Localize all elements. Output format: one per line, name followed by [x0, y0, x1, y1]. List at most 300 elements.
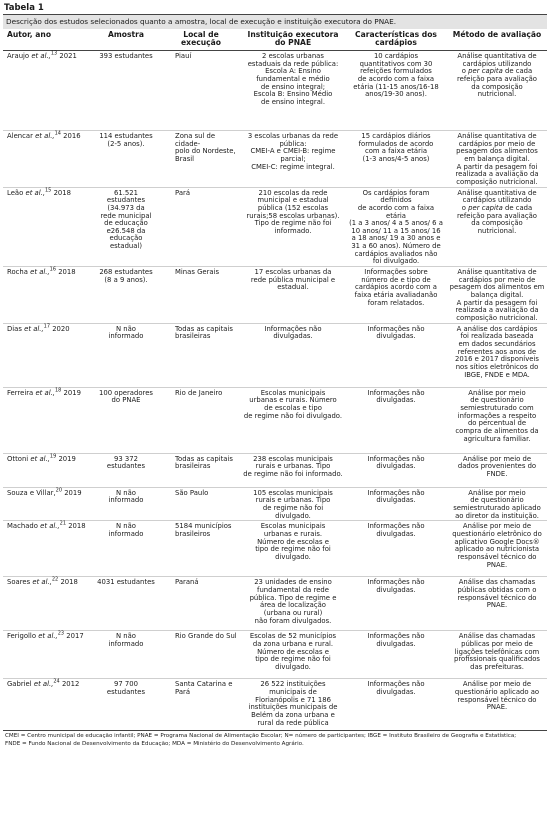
method-text: PNAE.: [486, 601, 508, 610]
method-text: responsável técnico do: [457, 695, 537, 704]
cell-menus-line: foram relatados.: [367, 298, 425, 307]
header-author: Autor, ano: [3, 29, 91, 50]
cell-place-line: Santa Catarina e: [175, 680, 233, 689]
method-text: pesagem dos alimentos em: [449, 283, 545, 292]
method-text: da composição: [471, 219, 523, 228]
cell-institution-line: divulgado.: [275, 511, 311, 520]
method-text: cardápios por meio de: [458, 139, 536, 148]
cell-method-line: [449, 664, 545, 672]
cell-place: [161, 387, 241, 453]
cell-sample-line: rede municipal: [100, 211, 152, 220]
cell-institution-line: Número de escolas e: [257, 647, 329, 656]
cell-sample: [91, 521, 161, 577]
cell-menus-line: de acordo com a faixa: [357, 74, 435, 83]
author-ref: 18: [54, 387, 62, 394]
cell-menus-line: divulgadas.: [376, 396, 416, 405]
cell-author: [3, 679, 91, 731]
cell-menus-line: 31 a 60 anos). Número de: [351, 242, 441, 251]
cell-method-line: [449, 372, 545, 380]
cell-institution: [241, 187, 345, 267]
cell-sample: [91, 323, 161, 387]
author-etal: et al.,: [32, 578, 52, 587]
method-text: Análise das chamadas: [458, 632, 536, 641]
cell-institution-line: 26 522 instituições: [260, 680, 326, 689]
cell-place-line: brasileiras: [175, 462, 211, 471]
cell-sample: [91, 577, 161, 631]
cell-place-line: Piauí: [175, 51, 192, 60]
method-text: semiestruturado com: [460, 404, 534, 412]
method-text: per capita: [468, 67, 503, 76]
cell-method: [447, 453, 547, 487]
cell-author: [3, 577, 91, 631]
cell-institution-line: estaduais da rede pública:: [247, 59, 339, 68]
cell-institution-line: divulgado.: [275, 662, 311, 671]
cell-institution: [241, 577, 345, 631]
cell-institution-line: área de localização: [260, 601, 326, 610]
cell-institution: [241, 631, 345, 679]
method-text: aplicativo Google Docs®: [454, 537, 540, 546]
cell-menus-line: (1 a 3 anos/ 4 a 5 anos/ 6 a: [349, 219, 443, 228]
author-ref: 23: [57, 631, 65, 638]
cell-institution-line: tipo de regime não foi: [255, 545, 331, 554]
table-body: [3, 50, 547, 730]
author-ref: 14: [54, 130, 61, 137]
cell-sample: [91, 50, 161, 130]
table-row: [3, 187, 547, 267]
cell-institution-line: municipal e estadual: [257, 196, 329, 205]
cell-institution: [241, 267, 345, 324]
author-ref: 20: [55, 487, 63, 494]
cell-sample: [91, 679, 161, 731]
cell-author: [3, 187, 91, 267]
author-name: Soares: [7, 578, 31, 587]
cell-place-line: Rio de Janeiro: [175, 388, 223, 397]
method-text: Análise por meio de: [462, 680, 532, 689]
cell-institution-line: urbanas e rurais. Número: [249, 396, 337, 405]
cell-institution: [241, 453, 345, 487]
method-text: refeição para avaliação: [456, 211, 537, 220]
cell-institution: [241, 130, 345, 187]
method-text: compra de alimentos da: [455, 426, 539, 435]
cell-sample-line: estudantes: [106, 462, 146, 471]
cell-menus-line: Informações não: [367, 324, 425, 333]
table-row: [3, 387, 547, 453]
cell-place: [161, 487, 241, 521]
cell-institution-line: fundamental da rede: [257, 585, 329, 594]
author-ref: 16: [49, 266, 57, 273]
cell-method: [447, 521, 547, 577]
cell-sample-line: informado: [108, 529, 144, 538]
cell-menus-line: etária (11-15 anos/16-18: [353, 82, 439, 91]
cell-menus-line: de acordo com a faixa etária: [357, 203, 435, 220]
cell-method-line: [449, 513, 545, 521]
cell-menus-line: Informações não: [367, 454, 425, 463]
cell-method: [447, 679, 547, 731]
cell-sample-line: informado: [108, 496, 144, 505]
cell-institution-line: estadual.: [277, 283, 309, 292]
author-ref: 15: [45, 187, 52, 194]
author-year: 2016: [63, 131, 81, 140]
method-text: per capita: [468, 203, 503, 212]
method-text: o: [461, 67, 469, 76]
table-footnote: [3, 731, 547, 748]
cell-institution-line: Belém da zona urbana e: [251, 710, 335, 719]
header-row: [3, 29, 547, 50]
cell-place: [161, 577, 241, 631]
author-etal: et al.,: [30, 268, 50, 277]
method-text: A análise dos cardápios: [456, 324, 538, 333]
cell-sample-line: educação: [109, 234, 143, 243]
cell-menus-line: (1-3 anos/4-5 anos): [362, 154, 430, 163]
header-method: Método de avaliação: [447, 29, 547, 50]
cell-institution-line: informado.: [274, 226, 312, 235]
method-text: questionário eletrônico do: [452, 529, 542, 538]
cell-method-line: [449, 179, 545, 187]
cell-method-line: [449, 602, 545, 610]
method-text: semiestruturado aplicado: [453, 504, 541, 512]
author-year: 2018: [68, 522, 86, 531]
cell-menus-line: anos/19-30 anos).: [365, 90, 427, 99]
author-year: 2020: [52, 324, 70, 333]
cell-menus-line: cardápios avaliados não: [354, 249, 438, 258]
cell-place: [161, 631, 241, 679]
cell-menus: [345, 487, 447, 521]
method-text: PNAE.: [486, 560, 508, 569]
cell-menus: [345, 679, 447, 731]
author-name: Ottoni: [7, 454, 29, 463]
method-text: em balança digital.: [464, 154, 530, 163]
cell-author: [3, 631, 91, 679]
cell-place-line: Minas Gerais: [175, 268, 220, 277]
method-text: cardápios por meio de: [458, 275, 536, 284]
method-text: o: [461, 203, 469, 212]
cell-author: [3, 387, 91, 453]
method-text: ligações telefônicas com: [454, 647, 540, 656]
cell-institution: [241, 521, 345, 577]
cell-institution-line: fundamental e médio: [256, 74, 330, 83]
table-row: [3, 521, 547, 577]
cell-institution-line: 2 escolas urbanas: [262, 51, 324, 60]
method-text: públicas por meio de: [461, 639, 533, 648]
table-title: Tabela 1: [4, 3, 44, 13]
table-row: [3, 130, 547, 187]
cell-menus-line: 10 cardápios: [373, 51, 419, 60]
cell-institution-line: de regime não foi informado.: [243, 470, 343, 478]
author-etal: et al.,: [35, 388, 55, 397]
cell-sample-line: informado: [108, 639, 144, 648]
cell-institution: [241, 323, 345, 387]
method-text: realizada a avaliação da: [455, 306, 539, 315]
cell-institution-line: rural da rede pública: [257, 718, 329, 727]
author-year: 2018: [58, 268, 76, 277]
cell-menus-line: com a faixa etária: [364, 147, 428, 156]
table-row: [3, 323, 547, 387]
cell-place: [161, 679, 241, 731]
cell-menus-line: 10 anos/ 11 a 15 anos/ 16: [351, 226, 441, 235]
cell-institution-line: urbanas e rurais.: [263, 529, 323, 538]
table-caption: Descrição dos estudos selecionados quanto a amostra, local de execução e instituição executora do PNAE.: [3, 14, 547, 29]
cell-menus: [345, 631, 447, 679]
author-etal: et al.,: [40, 522, 60, 531]
cell-institution-line: pública:: [279, 139, 307, 148]
cell-author: [3, 521, 91, 577]
cell-menus: [345, 387, 447, 453]
cell-place-line: brasileiros: [175, 529, 211, 538]
cell-place: [161, 323, 241, 387]
method-text: balança digital.: [470, 291, 524, 300]
cell-menus-line: Informações não: [367, 680, 425, 689]
cell-place-line: Rio Grande do Sul: [175, 632, 237, 641]
cell-sample-line: estudantes: [106, 687, 146, 696]
method-text: em dados secundários: [458, 340, 536, 348]
method-text: composição nutricional.: [456, 314, 538, 323]
cell-sample-line: e26.548 da: [106, 226, 146, 235]
author-ref: 17: [43, 323, 51, 330]
cell-menus-line: a 18 anos/ 19 a 30 anos e: [351, 234, 441, 243]
table-row: [3, 50, 547, 130]
cell-place-line: Brasil: [175, 154, 195, 163]
cell-institution: [241, 487, 345, 521]
cell-sample: [91, 487, 161, 521]
cell-sample-line: (8 a 9 anos).: [104, 275, 148, 284]
method-text: questionário aplicado ao: [454, 687, 540, 696]
cell-method-line: [449, 704, 545, 712]
cell-method-line: [449, 91, 545, 99]
cell-menus: [345, 323, 447, 387]
method-text: Análise quantitativa de: [457, 188, 537, 197]
cell-sample: [91, 387, 161, 453]
author-name: Leão: [7, 188, 24, 197]
table-row: [3, 453, 547, 487]
cell-sample-line: 114 estudantes: [99, 131, 153, 140]
cell-institution-line: rede pública municipal e: [250, 275, 336, 284]
cell-institution-line: de ensino integral;: [260, 82, 326, 91]
method-text: nutricional.: [477, 90, 517, 99]
cell-institution-line: Escola A: Ensino: [265, 67, 321, 76]
cell-institution-line: pública (152 escolas: [257, 203, 329, 212]
cell-place-line: Zona sul de cidade-: [175, 131, 216, 148]
method-text: dados provenientes do: [457, 462, 537, 471]
method-text: das prefeituras.: [470, 662, 524, 671]
cell-institution-line: CMEI-A e CMEI-B: regime: [250, 147, 336, 156]
method-text: PNAE.: [486, 703, 508, 712]
author-ref: 19: [49, 453, 57, 460]
cell-institution: [241, 387, 345, 453]
cell-institution-line: não foram divulgados.: [254, 616, 332, 625]
cell-sample-line: N não: [115, 522, 136, 531]
method-text: do percentual de: [467, 419, 527, 428]
cell-place: [161, 187, 241, 267]
cell-place-line: polo do Nordeste,: [175, 147, 236, 156]
header-menus: [345, 29, 447, 50]
method-text: Análise quantitativa de: [457, 268, 537, 277]
cell-institution-line: tipo de regime não foi: [255, 655, 331, 664]
cell-menus-line: divulgadas.: [376, 496, 416, 505]
cell-institution-line: municipais de: [269, 687, 317, 696]
method-text: aplicado ao nutricionista: [454, 545, 540, 554]
header-sample: Amostra: [91, 29, 161, 50]
method-text: da composição: [471, 82, 523, 91]
table-row: [3, 631, 547, 679]
footnote-line: CMEI = Centro municipal de educação infantil; PNAE = Programa Nacional de Alimentação Escolar; N= número de participantes; IBGE = Instituto Brasileiro de Geografia e Estatística;: [5, 733, 517, 740]
cell-place-line: Pará: [175, 188, 191, 197]
cell-institution-line: Informações não: [264, 324, 322, 333]
author-name: Araujo: [7, 51, 30, 60]
header-institution-line: Instituição executora: [247, 30, 339, 39]
author-name: Alencar: [7, 131, 33, 140]
cell-institution-line: Tipo de regime não foi: [254, 219, 332, 228]
author-name: Machado: [7, 522, 38, 531]
cell-method-line: [449, 471, 545, 479]
cell-sample-line: estudantes: [106, 196, 146, 205]
cell-institution-line: Florianópolis e 71 186: [255, 695, 331, 704]
cell-sample-line: 93 372: [114, 454, 138, 463]
footnote-line: FNDE = Fundo Nacional de Desenvolvimento da Educação; MDA = Ministério do Desenvolvimento Agrário.: [5, 740, 304, 747]
author-year: 2021: [59, 51, 77, 60]
cell-institution-line: Número de escolas e: [257, 537, 329, 546]
author-ref: 21: [59, 521, 67, 528]
cell-menus-line: Informações não: [367, 522, 425, 531]
cell-place-line: Paraná: [175, 578, 199, 587]
cell-institution-line: da zona urbana e rural.: [252, 639, 334, 648]
method-text: Análise por meio de: [462, 522, 532, 531]
cell-author: [3, 323, 91, 387]
cell-institution-line: 105 escolas municipais: [253, 488, 333, 497]
method-text: públicas obtidas com o: [457, 585, 537, 594]
method-text: pesagem dos alimentos: [456, 147, 538, 156]
cell-menus: [345, 577, 447, 631]
cell-method: [447, 487, 547, 521]
cell-menus-line: Informações não: [367, 488, 425, 497]
method-text: Análise por meio de: [462, 454, 532, 463]
author-etal: et al.,: [25, 188, 45, 197]
header-institution-line: do PNAE: [274, 37, 312, 47]
method-text: Análise por meio: [468, 488, 526, 497]
author-etal: et al.,: [30, 454, 50, 463]
cell-menus-line: Informações não: [367, 632, 425, 641]
author-year: 2017: [66, 632, 84, 641]
cell-author: [3, 50, 91, 130]
cell-sample-line: informado: [108, 332, 144, 341]
cell-menus-line: divulgadas.: [376, 585, 416, 594]
cell-institution-line: pública. Tipo de regime e: [249, 593, 337, 602]
cell-menus-line: faixa etária avaliadanão: [354, 291, 438, 300]
cell-institution-line: Escolas municipais: [260, 388, 326, 397]
cell-method: [447, 387, 547, 453]
method-text: Análise quantitativa de: [457, 131, 537, 140]
cell-method-line: [449, 436, 545, 444]
cell-sample-line: (34.973 da: [107, 203, 145, 212]
cell-menus-line: cardápios acordo com a: [355, 283, 437, 292]
table-row: [3, 679, 547, 731]
cell-institution-line: CMEI-C: regime integral.: [251, 162, 335, 171]
method-text: FNDE.: [486, 470, 508, 478]
method-text: IBGE, FNDE e MDA.: [464, 370, 530, 379]
cell-menus: [345, 130, 447, 187]
cell-place: [161, 453, 241, 487]
cell-menus-line: Os cardápios foram definidos: [362, 188, 430, 205]
method-text: informações a respeito: [457, 411, 537, 420]
cell-menus: [345, 267, 447, 324]
cell-menus-line: Informações não: [367, 578, 425, 587]
table-row: [3, 267, 547, 324]
cell-institution-line: Escola B: Ensino Médio: [253, 90, 333, 99]
cell-sample-line: do PNAE: [111, 396, 141, 405]
cell-method: [447, 323, 547, 387]
cell-institution-line: de regime não foi: [262, 504, 324, 512]
cell-sample: [91, 267, 161, 324]
cell-sample-line: N não: [115, 632, 136, 641]
cell-menus-line: Informações sobre: [364, 268, 428, 277]
cell-place: [161, 521, 241, 577]
cell-institution-line: parcial;: [280, 154, 306, 163]
cell-institution-line: de escolas e tipo: [264, 404, 322, 412]
cell-menus-line: divulgadas.: [376, 332, 416, 341]
cell-place: [161, 130, 241, 187]
author-ref: 13: [50, 50, 58, 57]
cell-method: [447, 50, 547, 130]
cell-menus-line: Informações não: [367, 388, 425, 397]
author-year: 2019: [64, 488, 82, 497]
method-text: 2016 e 2017 disponíveis: [455, 355, 539, 364]
method-text: ao diretor da instituição.: [455, 511, 539, 520]
cell-institution-line: de regime não foi divulgado.: [243, 411, 343, 420]
cell-method-line: [449, 562, 545, 570]
table-row: [3, 577, 547, 631]
method-text: refeição para avaliação: [456, 74, 537, 83]
cell-author: [3, 130, 91, 187]
method-text: agricultura familiar.: [463, 434, 531, 443]
method-text: cardápios utilizando: [462, 196, 532, 205]
author-year: 2019: [58, 454, 76, 463]
author-name: Rocha: [7, 268, 28, 277]
cell-sample: [91, 453, 161, 487]
header-menus-line: Características dos: [355, 30, 437, 39]
method-text: realizada a avaliação da: [455, 170, 539, 179]
cell-menus-line: divulgadas.: [376, 687, 416, 696]
author-year: 2019: [63, 388, 81, 397]
cell-sample-line: N não: [115, 488, 136, 497]
cell-institution-line: de ensino integral.: [260, 97, 325, 106]
cell-sample-line: (2-5 anos).: [107, 139, 145, 148]
cell-method: [447, 187, 547, 267]
author-etal: et al.,: [31, 51, 51, 60]
cell-institution-line: (urbana ou rural): [263, 608, 323, 617]
author-name: Dias: [7, 324, 22, 333]
method-text: responsável técnico do: [457, 552, 537, 561]
method-text: composição nutricional.: [456, 177, 538, 186]
author-etal: et al.,: [38, 632, 58, 641]
cell-author: [3, 453, 91, 487]
cell-institution-line: Escolas de 52 municípios: [249, 632, 337, 641]
cell-institution-line: 210 escolas da rede: [258, 188, 328, 197]
cell-institution-line: divulgado.: [275, 552, 311, 561]
cell-method: [447, 267, 547, 324]
method-text: A partir da pesagem foi: [456, 298, 538, 307]
cell-author: [3, 487, 91, 521]
cell-sample-line: de educação: [104, 219, 148, 228]
cell-sample-line: 61.521: [114, 188, 138, 197]
studies-table: [3, 29, 547, 731]
author-name: Souza e Villar,: [7, 488, 56, 497]
cell-institution-line: 23 unidades de ensino: [254, 578, 332, 587]
cell-place-line: São Paulo: [175, 488, 209, 497]
method-text: responsável técnico do: [457, 593, 537, 602]
cell-method: [447, 631, 547, 679]
cell-sample: [91, 631, 161, 679]
header-institution: [241, 29, 345, 50]
method-text: Análise quantitativa de: [457, 51, 537, 60]
